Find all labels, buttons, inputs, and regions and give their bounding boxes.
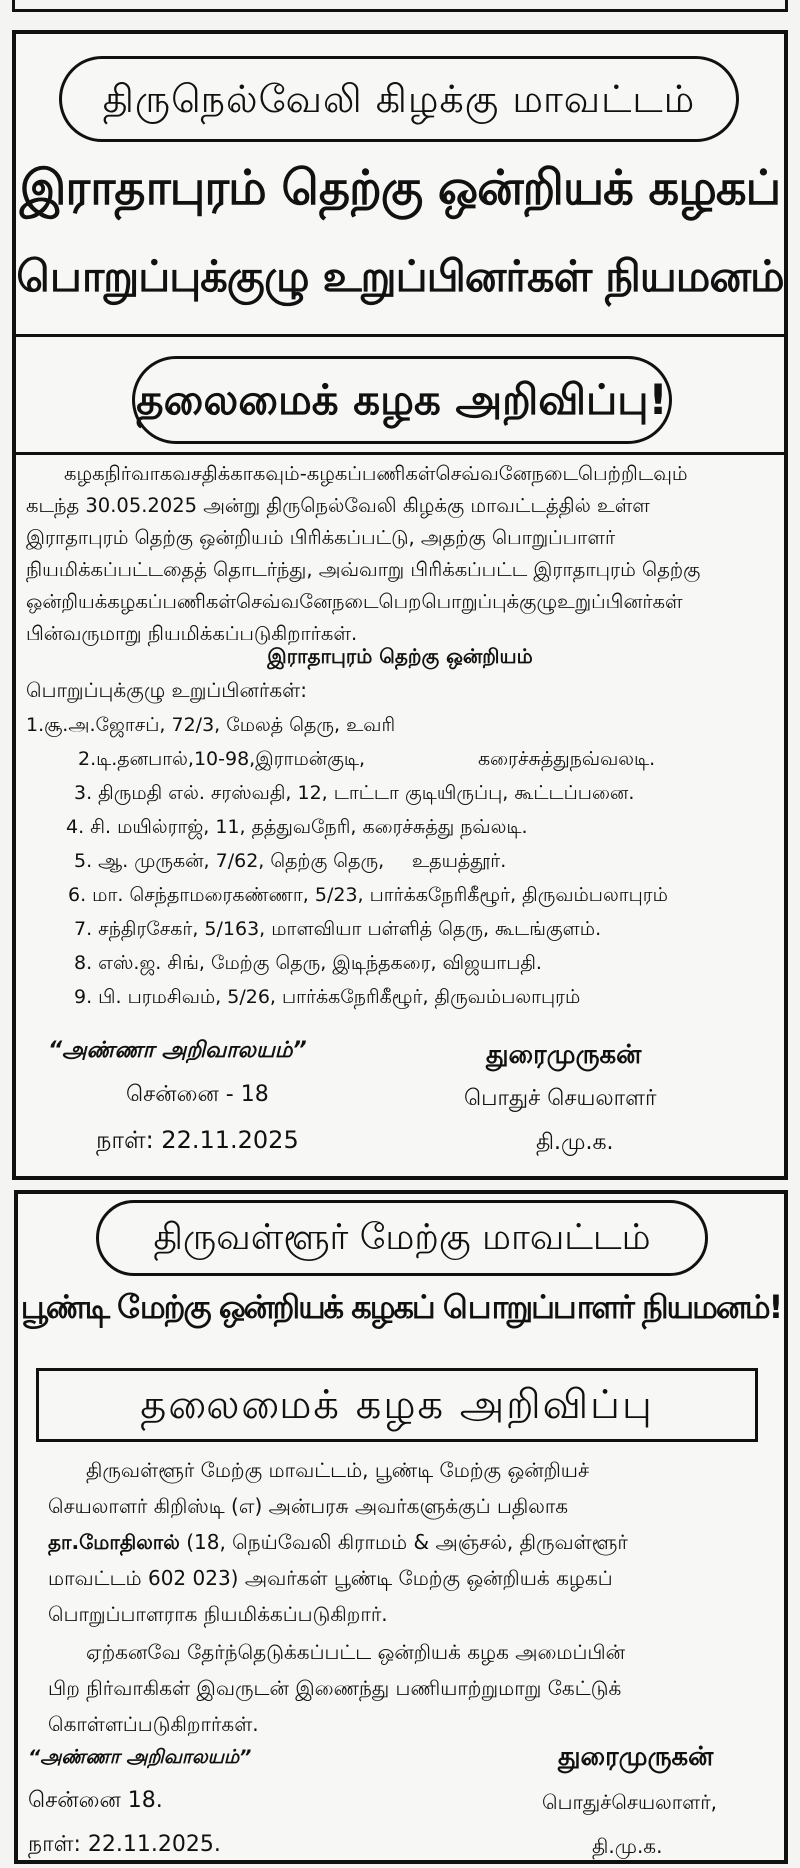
- list-item: [74, 918, 601, 943]
- notice-body: [26, 458, 776, 650]
- body-line: நியமிக்கப்பட்டதைத் தொடர்ந்து, அவ்வாறு பிரிக்கப்பட்ட இராதாபுரம் தெற்கு: [26, 558, 701, 581]
- headline-line-1: இராதாபுரம் தெற்கு ஒன்றியக் கழகப்: [19, 160, 781, 216]
- appointee-name: தா.மோதிலால்: [48, 1530, 180, 1554]
- notice-date: நாள்: 22.11.2025.: [28, 1832, 221, 1857]
- notice-title: தலைமைக் கழக அறிவிப்பு: [36, 1368, 758, 1442]
- party-name: தி.மு.க.: [592, 1834, 663, 1858]
- body-line: கழகநிர்வாகவசதிக்காகவும்-கழகப்பணிகள்செவ்வனேநடைபெற்றிடவும்: [64, 462, 688, 485]
- member-text: 8. எஸ்.ஜ. சிங், மேற்கு தெரு, இடிந்தகரை, விஜயாபதி.: [74, 952, 542, 974]
- office-city: சென்னை 18.: [28, 1788, 163, 1813]
- office-city: சென்னை - 18: [126, 1082, 269, 1107]
- body-line: [48, 1524, 778, 1560]
- notice-date: நாள்: 22.11.2025: [96, 1126, 299, 1154]
- body-line: பொறுப்பாளராக நியமிக்கப்படுகிறார்.: [48, 1602, 388, 1626]
- headline: பூண்டி மேற்கு ஒன்றியக் கழகப் பொறுப்பாளர் நியமனம்!: [20, 1288, 782, 1326]
- member-text: 7. சந்திரசேகர், 5/163, மாளவியா பள்ளித் தெரு, கூடங்குளம்.: [74, 918, 602, 940]
- member-text: 9. பி. பரமசிவம், 5/26, பார்க்கநேரிகீழூர், திருவம்பலாபுரம்: [74, 986, 581, 1008]
- signatory-title: பொதுச் செயலாளர்: [464, 1086, 657, 1111]
- notice-body: [48, 1452, 778, 1632]
- district-banner: திருவள்ளூர் மேற்கு மாவட்டம்: [96, 1200, 708, 1276]
- headline-line-2: பொறுப்புக்குழு உறுப்பினர்கள் நியமனம்: [16, 252, 784, 302]
- divider: [16, 334, 784, 337]
- member-text: 2.டி.தனபால்,10-98,இராமன்குடி,: [78, 748, 366, 770]
- list-item: [74, 952, 542, 977]
- list-item: [74, 782, 634, 807]
- notice-body: [48, 1634, 778, 1742]
- list-item: [78, 748, 656, 773]
- notice-title: தலைமைக் கழக அறிவிப்பு!: [132, 356, 672, 444]
- appointee-address: (18, நெய்வேலி கிராமம் & அஞ்சல், திருவள்ளூர்: [179, 1530, 628, 1554]
- body-line: பின்வருமாறு நியமிக்கப்படுகிறார்கள்.: [26, 622, 358, 645]
- member-text: 4. சி. மயில்ராஜ், 11, தத்துவநேரி, கரைச்சுத்து நவ்லடி.: [66, 816, 528, 838]
- member-place: உதயத்தூர்.: [412, 850, 507, 872]
- previous-notice-edge: [12, 0, 788, 12]
- signatory-title: பொதுச்செயலாளர்,: [542, 1790, 718, 1814]
- body-line: இராதாபுரம் தெற்கு ஒன்றியம் பிரிக்கப்பட்டு, அதற்கு பொறுப்பாளர்: [26, 526, 616, 549]
- list-item: [74, 850, 507, 875]
- body-line: கடந்த 30.05.2025 அன்று திருநெல்வேலி கிழக்கு மாவட்டத்தில் உள்ள: [26, 494, 650, 517]
- notice-radhapuram-south: [12, 30, 788, 1180]
- district-banner: திருநெல்வேலி கிழக்கு மாவட்டம்: [59, 56, 739, 142]
- party-name: தி.மு.க.: [536, 1130, 614, 1155]
- members-label: பொறுப்புக்குழு உறுப்பினர்கள்:: [26, 678, 307, 702]
- list-item: [66, 816, 528, 841]
- member-text: 6. மா. செந்தாமரைகண்ணா, 5/23, பார்க்கநேரிகீழூர், திருவம்பலாபுரம்: [68, 884, 668, 906]
- body-line: திருவள்ளூர் மேற்கு மாவட்டம், பூண்டி மேற்கு ஒன்றியச்: [86, 1458, 590, 1482]
- signatory-name: துரைமுருகன்: [486, 1040, 642, 1070]
- body-line: கொள்ளப்படுகிறார்கள்.: [48, 1712, 259, 1736]
- office-name: “அண்ணா அறிவாலயம்”: [48, 1038, 307, 1063]
- list-item: [74, 986, 580, 1011]
- divider: [16, 452, 784, 455]
- member-text: 1.சூ.அ.ஜோசப், 72/3, மேலத் தெரு, உவரி: [26, 714, 396, 736]
- member-text: 5. ஆ. முருகன், 7/62, தெற்கு தெரு,: [74, 850, 385, 872]
- body-line: ஒன்றியக்கழகப்பணிகள்செவ்வனேநடைபெறபொறுப்புக்குழுஉறுப்பினர்கள்: [26, 590, 683, 613]
- body-line: மாவட்டம் 602 023) அவர்கள் பூண்டி மேற்கு ஒன்றியக் கழகப்: [48, 1566, 613, 1590]
- list-item: [68, 884, 668, 909]
- body-line: செயலாளர் கிறிஸ்டி (எ) அன்பரசு அவர்களுக்குப் பதிலாக: [48, 1494, 569, 1518]
- office-name: “அண்ணா அறிவாலயம்”: [28, 1746, 252, 1768]
- notice-poondi-west: [14, 1190, 788, 1864]
- member-text: 3. திருமதி எல். சரஸ்வதி, 12, டாட்டா குடியிருப்பு, கூட்டப்பனை.: [74, 782, 635, 804]
- member-place: கரைச்சுத்துநவ்வலடி.: [478, 748, 656, 770]
- union-heading: இராதாபுரம் தெற்கு ஒன்றியம்: [267, 644, 533, 668]
- body-line: ஏற்கனவே தேர்ந்தெடுக்கப்பட்ட ஒன்றியக் கழக அமைப்பின்: [86, 1640, 626, 1664]
- body-line: பிற நிர்வாகிகள் இவருடன் இணைந்து பணியாற்றுமாறு கேட்டுக்: [48, 1676, 622, 1700]
- list-item: [26, 714, 395, 739]
- signatory-name: துரைமுருகன்: [558, 1742, 714, 1772]
